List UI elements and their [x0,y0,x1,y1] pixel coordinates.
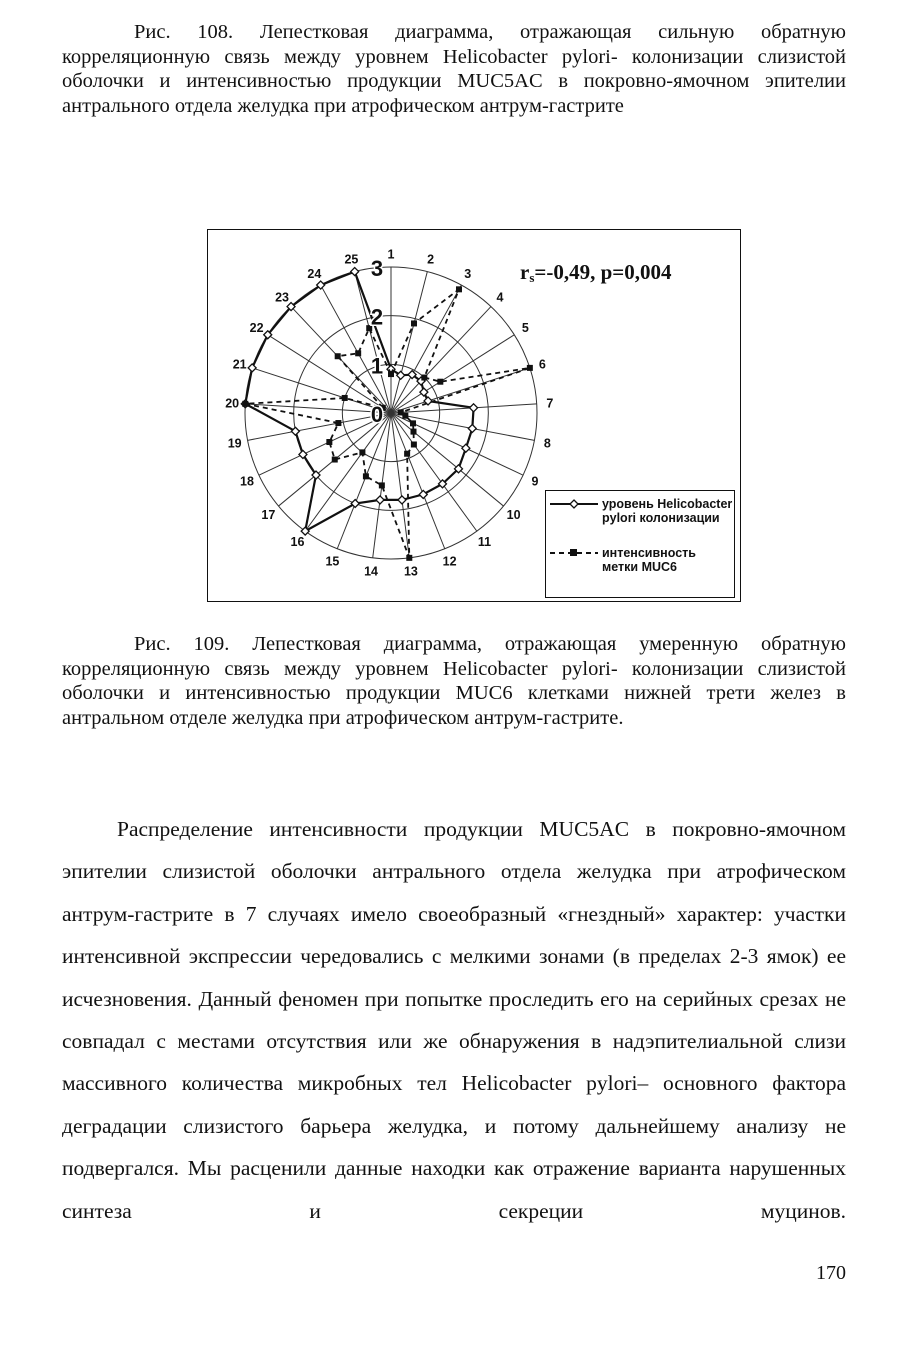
legend-swatch-dashed [550,546,598,560]
category-label: 1 [387,247,395,262]
series-hp-point [470,404,478,412]
category-label: 16 [290,535,305,550]
category-label: 18 [240,474,254,489]
series-muc6-point [404,451,410,457]
series-muc6-point [359,449,365,455]
category-label: 14 [364,564,379,579]
legend-label-hp: уровень Helicobacter pylori колонизации [602,497,733,525]
series-muc6-point [326,439,332,445]
series-muc6-point [411,441,417,447]
grid-spoke [355,272,391,413]
series-hp-point [398,496,406,504]
category-label: 25 [344,252,359,267]
category-label: 19 [227,436,242,451]
series-muc6-point [410,429,416,435]
series-muc6-point [335,353,341,359]
series-muc6-point [335,420,341,426]
series-muc6-point [402,413,408,419]
correlation-stat [520,260,672,286]
figure-109-caption [62,632,846,730]
series-muc6-point [363,473,369,479]
category-label: 23 [275,290,290,305]
figure-108-caption-text: Рис. 108. Лепестковая диаграмма, отражающая сильную обратную корреляционную связь между уровнем Helicobacter pylori- колонизации слизистой оболочки и интенсивностью продукции MUC5AC в покровно-ямочном эпителии антрального отдела желудка при атрофическом антрум-гастрите [62,21,846,117]
category-label: 12 [442,554,457,569]
series-muc6-point [355,350,361,356]
category-label: 8 [543,436,551,451]
category-label: 15 [325,554,340,569]
radial-tick-label: 2 [370,304,384,330]
category-label: 4 [496,290,504,305]
category-label: 5 [521,321,529,336]
category-label: 11 [477,535,492,550]
legend-label-muc6: интенсивность метки MUC6 [602,546,696,574]
radar-chart [207,229,741,602]
series-muc6-point [437,379,443,385]
series-muc6-point [411,320,417,326]
category-label: 7 [546,396,554,411]
series-muc6-point [242,401,248,407]
category-label: 20 [225,396,240,411]
category-label: 3 [464,267,472,282]
series-muc6-line [245,289,530,558]
page-number: 170 [816,1262,846,1284]
series-hp-point [248,364,256,372]
category-label: 2 [427,252,435,267]
series-muc6-point [410,420,416,426]
radial-tick-label: 0 [370,402,384,427]
category-label: 6 [538,357,546,372]
stat-sub: s [529,270,535,285]
category-label: 24 [307,267,322,282]
category-label: 17 [261,507,276,522]
series-muc6-point [388,371,394,377]
category-label: 22 [249,321,264,336]
series-muc6-point [456,286,462,292]
series-muc6-point [379,482,385,488]
series-hp-point [351,268,359,276]
radial-tick-label: 3 [370,256,384,281]
series-hp-point [468,425,476,433]
figure-109-caption-text: Рис. 109. Лепестковая диаграмма, отражающая умеренную обратную корреляционную связь между уровнем Helicobacter pylori- колонизации слизистой оболочки и интенсивностью продукции MUC6 клетками нижней трети желез в антральном отделе желудка при атрофическом антрум-гастрите. [62,633,846,729]
series-muc6-point [406,555,412,561]
series-hp-point [420,388,428,396]
category-label: 10 [506,507,521,522]
series-hp-point [376,496,384,504]
grid-spoke [391,413,445,549]
series-muc6-point [527,365,533,371]
series-muc6-point [342,395,348,401]
chart-legend [545,490,735,598]
stat-value: =-0,49, p=0,004 [534,260,672,284]
stat-label: r [520,260,530,284]
radial-tick-label: 1 [370,353,384,379]
series-hp-point [462,444,470,452]
category-label: 21 [232,357,247,372]
series-muc6-point [421,375,427,381]
grid-spoke [337,413,391,549]
body-paragraph [62,808,846,1232]
category-label: 13 [403,564,418,579]
body-paragraph-text: Распределение интенсивности продукции MUC5AC в покровно-ямочном эпителии слизистой оболочки антрального отдела желудка при атрофическом антрум-гастрите в 7 случаях имело своеобразный «гнездный» характер: участки интенсивной экспрессии чередовались с мелкими зонами (в пределах 2-3 ямок) ее исчезновения. Данный феномен при попытке проследить его на серийных срезах не совпадал с местами отсутствия или же обнаружения в надэпителиальной слизи массивного количества микробных тел Helicobacter pylori– основного фактора деградации слизистого барьера желудка, и потому дальнейшему анализу не подвергался. Мы расценили данные находки как отражение варианта нарушенных синтеза и секреции муцинов. [62,817,846,1223]
figure-108-caption [62,20,846,118]
series-muc6-point [332,457,338,463]
legend-swatch-solid [550,497,598,511]
grid-spoke [391,404,537,413]
category-label: 9 [531,474,539,489]
